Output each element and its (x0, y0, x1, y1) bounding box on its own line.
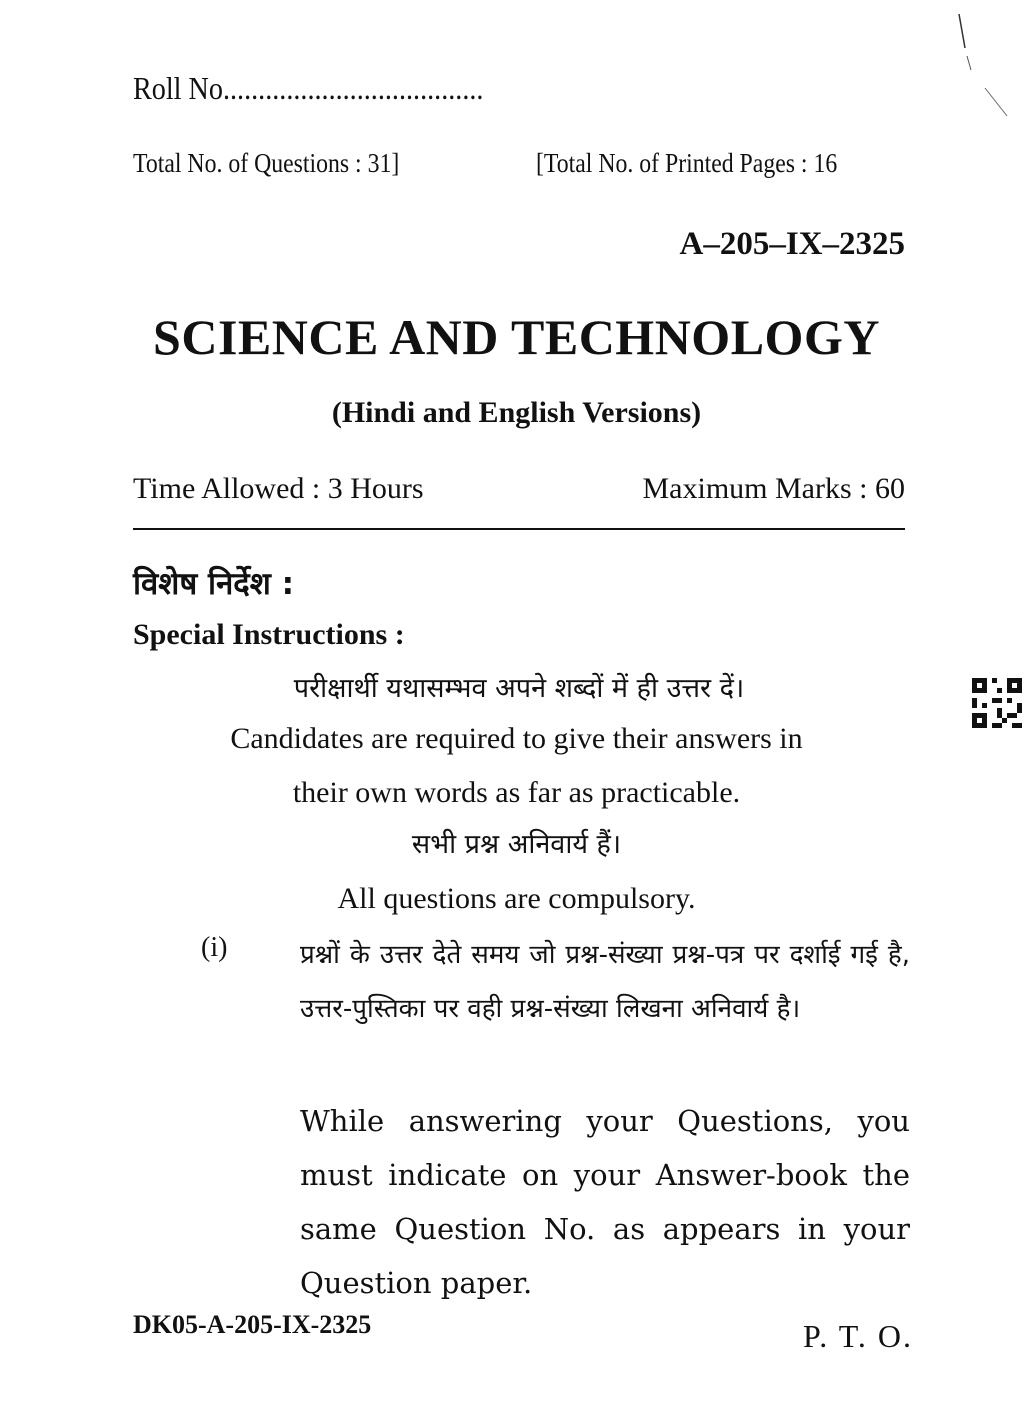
item-i-text-english: While answering your Questions, you must indicate on your Answer-book the same Question No. as appears in your Question paper. (300, 1104, 910, 1300)
subject-title: SCIENCE AND TECHNOLOGY (153, 309, 880, 365)
please-turn-over: P. T. O. (803, 1318, 913, 1354)
qr-code-icon (972, 678, 1022, 728)
item-i-text-hindi: प्रश्नों के उत्तर देते समय जो प्रश्न-संख्या प्रश्न-पत्र पर दर्शाई गई है, उत्तर-पुस्तिका पर वही प्रश्न-संख्या लिखना अनिवार्य है। (300, 940, 910, 1024)
total-printed-pages: [Total No. of Printed Pages : 16 (536, 148, 838, 178)
instructions-heading-hindi: विशेष निर्देश : (133, 566, 295, 602)
scan-mark (955, 8, 1015, 128)
instruction-1-english-line-1: Candidates are required to give their answers in (230, 722, 803, 755)
total-questions: Total No. of Questions : 31] (133, 148, 400, 178)
maximum-marks: Maximum Marks : 60 (642, 472, 905, 505)
time-allowed: Time Allowed : 3 Hours (133, 472, 424, 505)
instruction-2-hindi: सभी प्रश्न अनिवार्य हैं। (411, 829, 622, 860)
instructions-heading-english: Special Instructions : (133, 618, 405, 651)
roll-number-field: Roll No..................................... (133, 70, 484, 106)
paper-code: A–205–IX–2325 (679, 226, 905, 262)
instruction-1-english-line-2: their own words as far as practicable. (292, 776, 741, 809)
instruction-2-english: All questions are compulsory. (337, 882, 696, 915)
instruction-1-hindi: परीक्षार्थी यथासम्भव अपने शब्दों में ही उत्तर दें। (293, 673, 745, 704)
item-number: (i) (201, 932, 228, 963)
footer-code: DK05-A-205-IX-2325 (133, 1310, 372, 1339)
divider (133, 528, 905, 530)
versions-subtitle: (Hindi and English Versions) (331, 396, 702, 429)
